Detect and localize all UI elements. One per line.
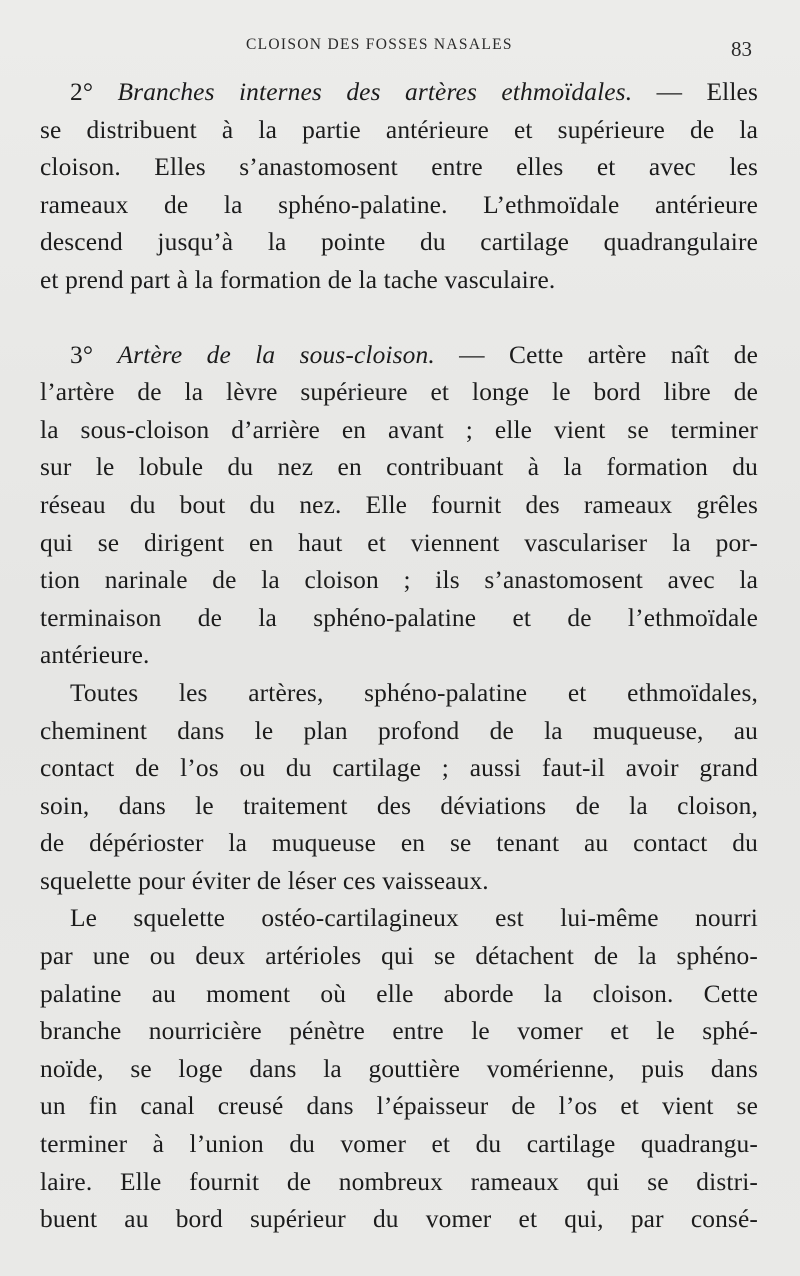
text-line: sur le lobule du nez en contribuant à la formation du	[40, 453, 758, 482]
heading-number: 3°	[70, 340, 94, 369]
text-line: par une ou deux artérioles qui se détachent de la sphéno-	[40, 942, 758, 971]
paragraph-toutes-les-arteres	[40, 675, 758, 901]
text-line: descend jusqu’à la pointe du cartilage quadrangulaire	[40, 228, 758, 257]
text-line: laire. Elle fournit de nombreux rameaux qui se distri-	[40, 1167, 758, 1196]
text-line: rameaux de la sphéno-palatine. L’ethmoïdale antérieure	[40, 190, 758, 219]
text-line: l’artère de la lèvre supérieure et longe le bord libre de	[40, 378, 758, 407]
section-heading: Artère de la sous-cloison.	[117, 340, 435, 369]
text-line: cloison. Elles s’anastomosent entre elles et avec les	[40, 153, 758, 182]
body-text	[40, 74, 758, 1239]
text-line: terminer à l’union du vomer et du cartilage quadrangu-	[40, 1130, 758, 1159]
paragraph-squelette	[40, 900, 758, 1238]
text-line: réseau du bout du nez. Elle fournit des rameaux grêles	[40, 490, 758, 519]
text-line: qui se dirigent en haut et viennent vasculariser la por-	[40, 528, 758, 557]
text-line: palatine au moment où elle aborde la cloison. Cette	[40, 979, 758, 1008]
text-line: Toutes les artères, sphéno-palatine et ethmoïdales,	[70, 678, 758, 707]
text-line: et prend part à la formation de la tache vasculaire.	[40, 265, 556, 294]
text-line: contact de l’os ou du cartilage ; aussi faut-il avoir grand	[40, 754, 758, 783]
heading-number: 2°	[70, 78, 94, 106]
running-title: CLOISON DES FOSSES NASALES	[246, 36, 513, 53]
running-head	[0, 36, 800, 60]
text-line: — Cette artère naît de	[434, 340, 758, 369]
paragraph-sous-cloison	[40, 337, 758, 675]
text-line: terminaison de la sphéno-palatine et de l’ethmoïdale	[40, 603, 758, 632]
paragraph-branches-internes	[40, 74, 758, 300]
text-line: cheminent dans le plan profond de la muqueuse, au	[40, 716, 758, 745]
text-line: noïde, se loge dans la gouttière vomérienne, puis dans	[40, 1054, 758, 1083]
paragraph-first-line	[40, 74, 758, 112]
page-number: 83	[731, 37, 752, 61]
section-heading: Branches internes des artères ethmoïdales.	[117, 78, 633, 106]
text-line: buent au bord supérieur du vomer et qui, par consé-	[40, 1205, 758, 1234]
text-line: un fin canal creusé dans l’épaisseur de l’os et vient se	[40, 1092, 758, 1121]
section-spacer	[40, 300, 758, 337]
text-line: de dépérioster la muqueuse en se tenant au contact du	[40, 829, 758, 858]
text-line: Le squelette ostéo-cartilagineux est lui-même nourri	[70, 904, 758, 933]
text-line: se distribuent à la partie antérieure et supérieure de la	[40, 115, 758, 144]
text-line: la sous-cloison d’arrière en avant ; elle vient se terminer	[40, 415, 758, 444]
text-line: squelette pour éviter de léser ces vaisseaux.	[40, 866, 489, 895]
text-line: branche nourricière pénètre entre le vomer et le sphé-	[40, 1017, 758, 1046]
text-line: soin, dans le traitement des déviations de la cloison,	[40, 791, 758, 820]
paragraph-first-line	[40, 337, 758, 375]
text-line: antérieure.	[40, 641, 150, 670]
text-line: — Elles	[632, 78, 758, 106]
text-line: tion narinale de la cloison ; ils s’anastomosent avec la	[40, 566, 758, 595]
